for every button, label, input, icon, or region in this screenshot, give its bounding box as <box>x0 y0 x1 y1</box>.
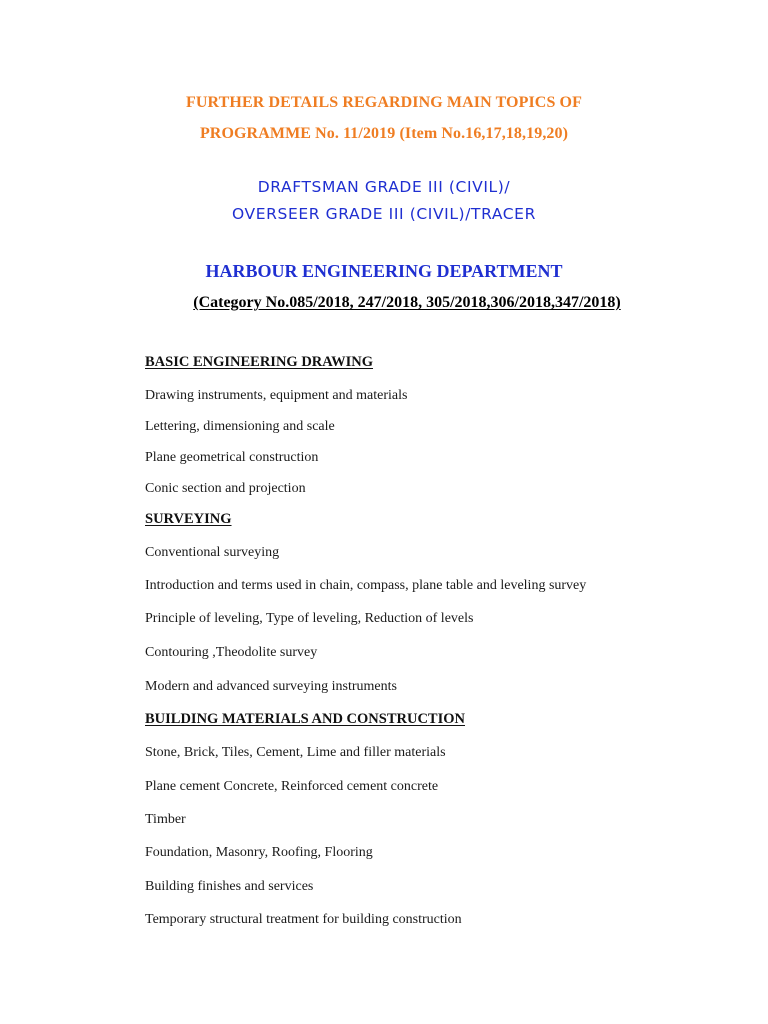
list-item: Plane cement Concrete, Reinforced cement concrete <box>145 779 439 794</box>
category-numbers: (Category No.085/2018, 247/2018, 305/2018,306/2018,347/2018) <box>193 294 621 311</box>
posts-line-2: OVERSEER GRADE III (CIVIL)/TRACER <box>232 205 536 223</box>
department-name: HARBOUR ENGINEERING DEPARTMENT <box>205 261 563 281</box>
section-heading-basic-engineering-drawing: BASIC ENGINEERING DRAWING <box>145 354 374 370</box>
section-heading-building-materials: BUILDING MATERIALS AND CONSTRUCTION <box>145 711 465 727</box>
list-item: Drawing instruments, equipment and materials <box>145 388 408 403</box>
list-item: Introduction and terms used in chain, compass, plane table and leveling survey <box>145 578 587 593</box>
list-item: Contouring ,Theodolite survey <box>145 645 318 660</box>
list-item: Plane geometrical construction <box>145 450 319 465</box>
list-item: Foundation, Masonry, Roofing, Flooring <box>145 845 373 860</box>
list-item: Conventional surveying <box>145 545 280 560</box>
list-item: Modern and advanced surveying instruments <box>145 679 397 694</box>
posts-line-1: DRAFTSMAN GRADE III (CIVIL)/ <box>257 178 511 196</box>
list-item: Building finishes and services <box>145 879 314 894</box>
document-title-line-1: FURTHER DETAILS REGARDING MAIN TOPICS OF <box>186 94 582 111</box>
list-item: Temporary structural treatment for building construction <box>145 912 462 927</box>
list-item: Stone, Brick, Tiles, Cement, Lime and filler materials <box>145 745 446 760</box>
document-title-line-2: PROGRAMME No. 11/2019 (Item No.16,17,18,19,20) <box>199 125 569 142</box>
list-item: Conic section and projection <box>145 481 306 496</box>
list-item: Principle of leveling, Type of leveling, Reduction of levels <box>145 611 474 626</box>
section-heading-surveying: SURVEYING <box>145 511 232 527</box>
list-item: Lettering, dimensioning and scale <box>145 419 335 434</box>
list-item: Timber <box>145 812 186 827</box>
